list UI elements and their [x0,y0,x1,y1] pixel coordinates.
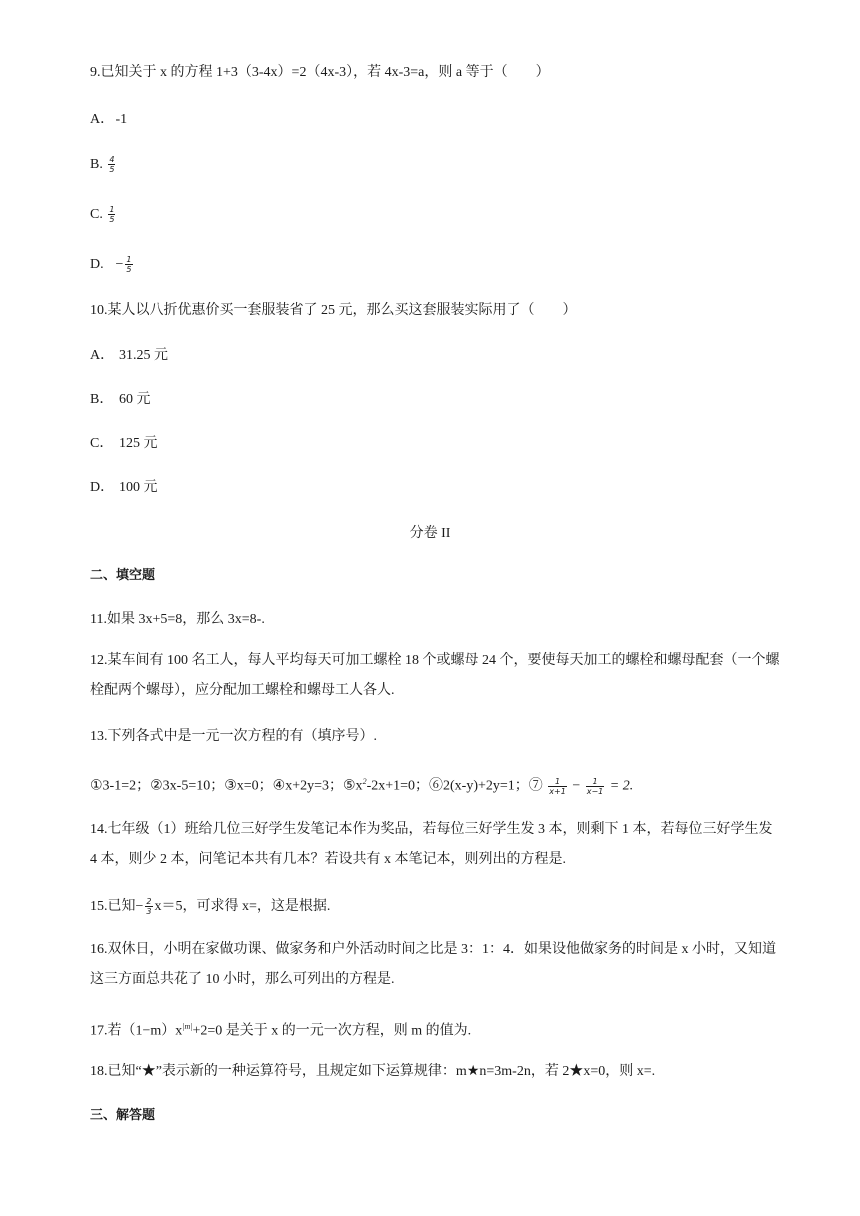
question-17: 17.若$(1-m)x^{|m|}+2=0$ 是关于 x 的一元一次方程，则 m 的值为. [90,1022,472,1039]
fraction: $\frac{1}{x+1}$ [549,776,566,796]
question-13-items: ①3-1=2；②3x-5=10；③x=0；④x+2y=3；$⑤x^2-2x+1=0$；⑥2(x-y)+2y=1；⑦ $\frac{1}{x+1}$ − $\frac{1}{x-1}$ = 2. [90,776,634,796]
q10-option-d: D． 100 元 [90,480,158,495]
option-letter: B. [90,157,103,172]
question-16: 16.双休日，小明在家做功课、做家务和户外活动时间之比是 3：1：4．如果设他做家务的时间是 x 小时，又知道这三方面总共花了 10 小时，那么可列出的方程是. [90,942,776,987]
question-18: 18.已知“★”表示新的一种运算符号，且规定如下运算规律：m★n=3m-2n，若 2★x=0，则 x=. [90,1064,656,1079]
q9-option-b [90,155,117,175]
q10-option-b: B． 60 元 [90,392,151,407]
fraction: $\frac{1}{5}$ [109,205,115,225]
q9-option-d [90,255,135,275]
option-letter: C. [90,207,103,222]
q10-option-c: C． 125 元 [90,436,158,451]
fraction: $\frac{4}{5}$ [109,155,115,175]
question-13: 13.下列各式中是一元一次方程的有（填序号）. [90,729,377,744]
fraction: $\frac{1}{x-1}$ [586,776,604,796]
option-letter: A． [90,112,115,127]
part-title: 分卷 II [409,526,451,541]
section-title-fill-blank: 二、填空题 [90,568,156,583]
fraction: $\frac{1}{5}$ [126,255,132,275]
fraction: $\frac{2}{3}$ [146,897,152,917]
question-9-stem: 9.已知关于 x 的方程 1+3（3-4x）=2（4x-3），若 4x-3=a，则 a 等于（ ） [90,65,550,80]
question-12: 12.某车间有 100 名工人，每人平均每天可加工螺栓 18 个或螺母 24 个，要使每天加工的螺栓和螺母配套（一个螺栓配两个螺母），应分配加工螺栓和螺母工人各人. [90,653,780,698]
q9-option-a [90,110,127,130]
question-15: 15.已知− $\frac{2}{3}$ x＝5，可求得 x=，这是根据. [90,897,331,917]
section-title-solve: 三、解答题 [90,1108,156,1123]
q10-option-a: A． 31.25 元 [90,348,168,363]
option-text: -1 [115,112,128,127]
minus-sign: − [115,257,124,272]
q9-option-c [90,205,117,225]
question-11: 11.如果 3x+5=8，那么 3x=8-. [90,612,265,627]
question-10-stem: 10.某人以八折优惠价买一套服装省了 25 元，那么买这套服装实际用了（ ） [90,303,577,318]
option-letter: D. [90,257,104,272]
question-14: 14.七年级（1）班给几位三好学生发笔记本作为奖品，若每位三好学生发 3 本，则剩下 1 本，若每位三好学生发 4 本，则少 2 本，问笔记本共有几本？若设共有 x 本笔记本，则列出的方程是. [90,822,773,867]
